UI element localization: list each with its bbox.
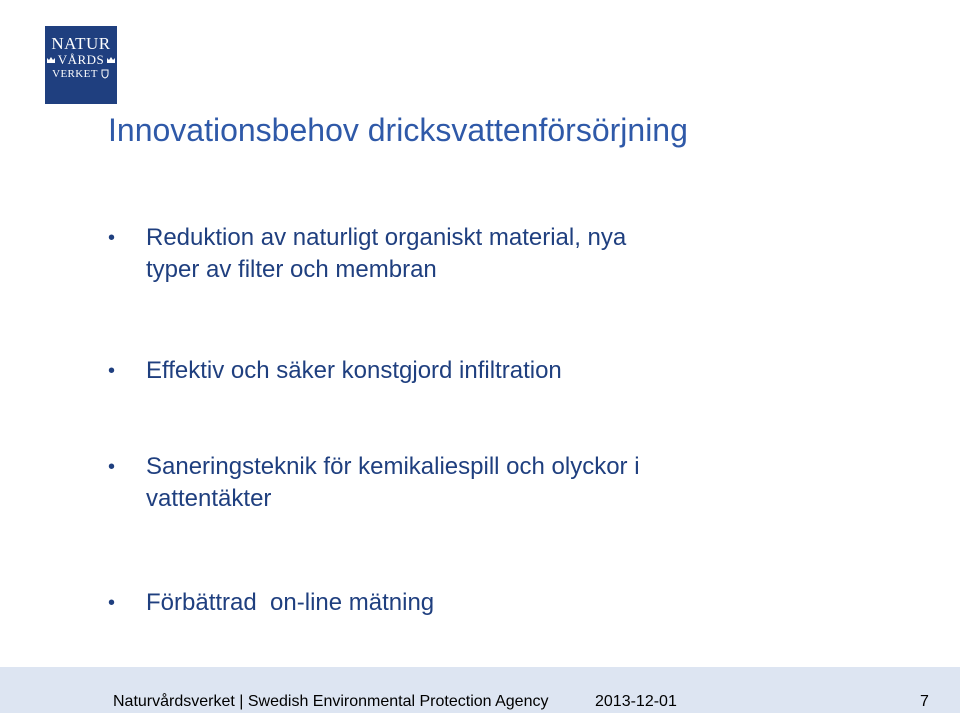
page-number: 7 — [920, 693, 929, 710]
logo-line-1: NATUR — [51, 34, 111, 53]
bullet-marker: • — [108, 456, 116, 478]
bullet-item — [108, 222, 626, 286]
naturvardsverket-logo — [45, 26, 117, 104]
bullet-marker: • — [108, 360, 116, 382]
crown-icon — [106, 55, 116, 65]
bullet-line: Reduktion av naturligt organiskt material, nya — [146, 224, 627, 251]
shield-icon — [100, 69, 110, 79]
footer-date: 2013-12-01 — [595, 693, 677, 710]
bullet-line: Förbättrad on-line mätning — [146, 589, 435, 616]
slide-title: Innovationsbehov dricksvattenförsörjning — [108, 112, 688, 148]
bullet-line: typer av filter och membran — [146, 256, 437, 283]
bullet-item — [108, 355, 562, 387]
bullet-marker: • — [108, 227, 116, 249]
logo-line-2: VÅRDS — [57, 52, 105, 67]
bullet-line: Saneringsteknik för kemikaliespill och olyckor i — [146, 453, 640, 480]
bullet-item — [108, 451, 640, 515]
bullet-item — [108, 587, 434, 619]
logo-line-3: VERKET — [52, 68, 98, 80]
bullet-line: vattentäkter — [146, 485, 272, 512]
crown-icon — [46, 55, 56, 65]
footer-organization: Naturvårdsverket | Swedish Environmental Protection Agency — [113, 693, 549, 710]
bullet-marker: • — [108, 592, 116, 614]
bullet-line: Effektiv och säker konstgjord infiltration — [146, 357, 562, 384]
